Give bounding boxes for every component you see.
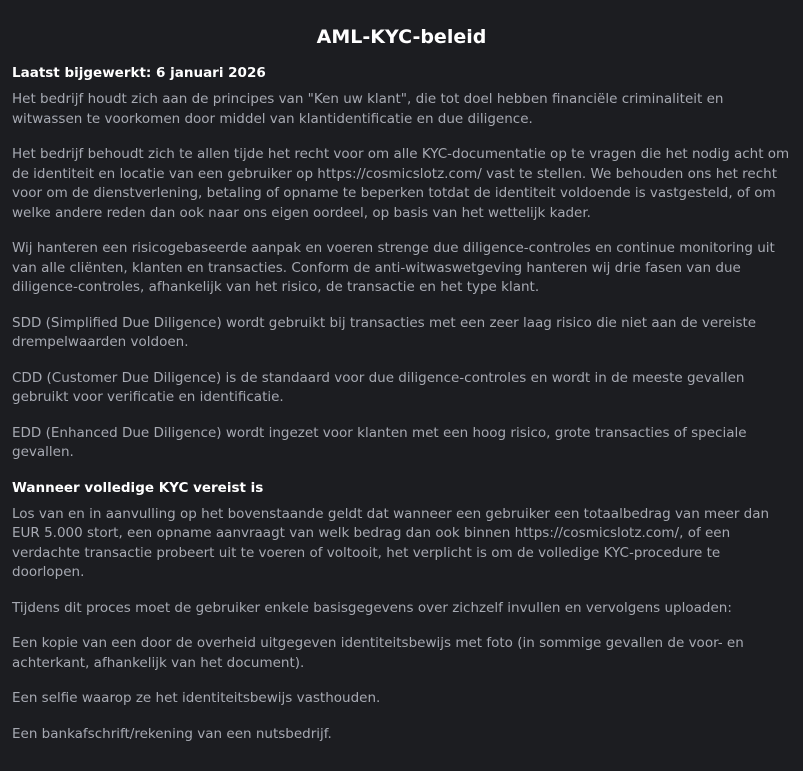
edd-paragraph: EDD (Enhanced Due Diligence) wordt ingezet voor klanten met een hoog risico, grote transacties of speciale gevallen. [12, 424, 747, 460]
id-copy-paragraph: Een kopie van een door de overheid uitgegeven identiteitsbewijs met foto (in sommige gevallen de voor- en achterkant, afhankelijk van het document). [12, 635, 744, 671]
last-updated: Laatst bijgewerkt: 6 januari 2026 [12, 65, 266, 81]
intro-paragraph: Het bedrijf houdt zich aan de principes van "Ken uw klant", die tot doel hebben financiële criminaliteit en witwassen te voorkomen door middel van klantidentificatie en due diligence. [12, 91, 724, 127]
cdd-paragraph: CDD (Customer Due Diligence) is de standaard voor due diligence-controles en wordt in de meeste gevallen gebruikt voor verificatie en identificatie. [12, 369, 745, 405]
page-title: AML-KYC-beleid [316, 26, 487, 48]
rights-paragraph: Het bedrijf behoudt zich te allen tijde het recht voor om alle KYC-documentatie op te vragen die het nodig acht om de identiteit en locatie van een gebruiker op https://cosmicslotz.com/ vast te stellen. We behouden ons het recht voor om de dienstverlening, betaling of opname te beperken totdat de identiteit voldoende is vastgesteld, of om welke andere reden dan ook naar ons eigen oordeel, op basis van het wettelijk kader. [12, 146, 790, 221]
process-paragraph: Tijdens dit proces moet de gebruiker enkele basisgegevens over zichzelf invullen en vervolgens uploaden: [12, 599, 732, 616]
sdd-paragraph: SDD (Simplified Due Diligence) wordt gebruikt bij transacties met een zeer laag risico die niet aan de vereiste drempelwaarden voldoen. [12, 314, 757, 350]
full-kyc-paragraph: Los van en in aanvulling op het bovenstaande geldt dat wanneer een gebruiker een totaalbedrag van meer dan EUR 5.000 stort, een opname aanvraagt van welk bedrag dan ook binnen https://cosmicslotz.com/, of een verdachte transactie probeert uit te voeren of voltooit, het verplicht is om de volledige KYC-procedure te doorlopen. [12, 505, 770, 580]
risk-approach-paragraph: Wij hanteren een risicogebaseerde aanpak en voeren strenge due diligence-controles en continue monitoring uit van alle cliënten, klanten en transacties. Conform de anti-witwaswetgeving hanteren wij drie fasen van due diligence-controles, afhankelijk van het risico, de transactie en het type klant. [12, 240, 775, 295]
section-heading-full-kyc: Wanneer volledige KYC vereist is [12, 479, 264, 496]
bank-statement-paragraph: Een bankafschrift/rekening van een nutsbedrijf. [12, 725, 332, 742]
selfie-paragraph: Een selfie waarop ze het identiteitsbewijs vasthouden. [12, 690, 381, 706]
